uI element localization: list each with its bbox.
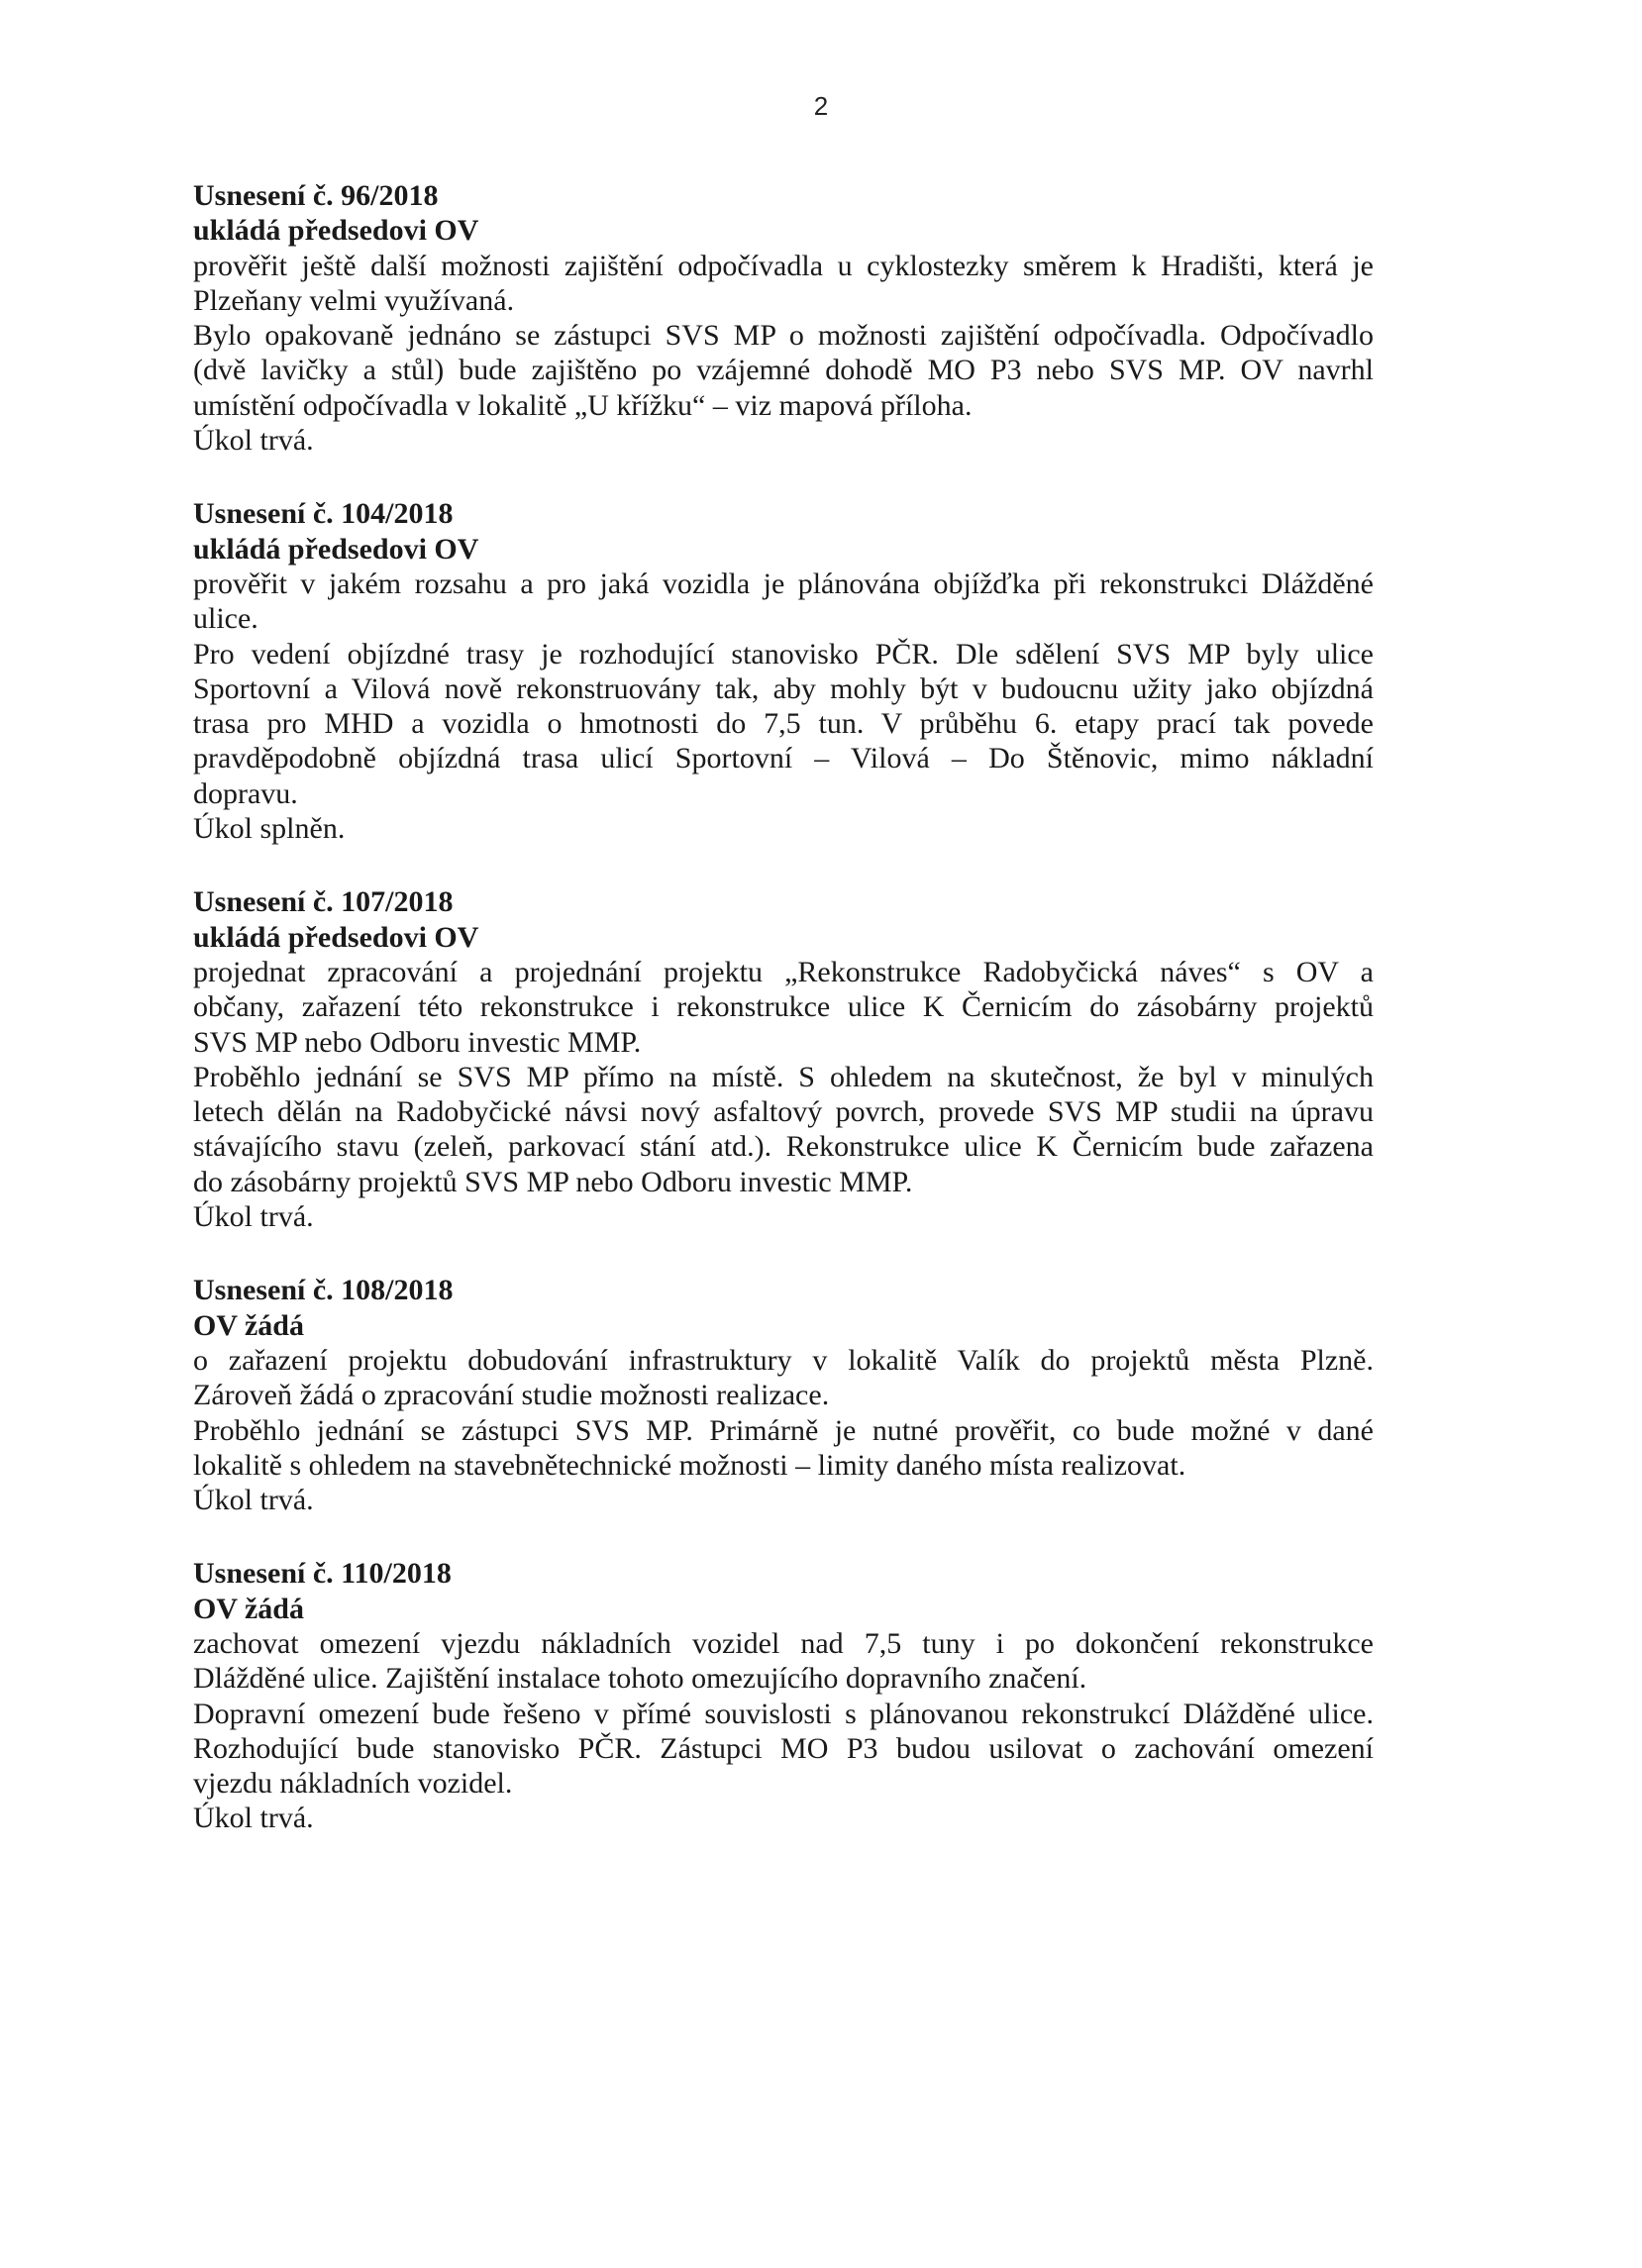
resolution-text-line: do zásobárny projektů SVS MP nebo Odboru investic MMP. [193, 1165, 913, 1198]
document-body [193, 178, 1374, 1875]
resolution-text-line: Proběhlo jednání se zástupci SVS MP. Primárně je nutné prověřit, co bude možné v dané [193, 1413, 1374, 1447]
resolution-block [193, 1556, 1374, 1835]
resolution-action: ukládá předsedovi OV [193, 214, 479, 248]
resolution-text-line: Proběhlo jednání se SVS MP přímo na místě. S ohledem na skutečnost, že byl v minulých [193, 1060, 1374, 1093]
resolution-text-line: Dopravní omezení bude řešeno v přímé souvislosti s plánovanou rekonstrukcí Dlážděné ulice. [193, 1697, 1374, 1730]
resolution-action: OV žádá [193, 1308, 304, 1342]
resolution-text-line: (dvě lavičky a stůl) bude zajištěno po vzájemné dohodě MO P3 nebo SVS MP. OV navrhl [193, 354, 1374, 387]
resolution-text-line: stávajícího stavu (zeleň, parkovací stání atd.). Rekonstrukce ulice K Černicím bude zařazena [193, 1130, 1374, 1164]
resolution-block [193, 178, 1374, 458]
resolution-text-line: Úkol trvá. [193, 1484, 314, 1517]
resolution-text-line: pravděpodobně objízdná trasa ulicí Sportovní – Vilová – Do Štěnovic, mimo nákladní [193, 742, 1374, 775]
resolution-text-line: Pro vedení objízdné trasy je rozhodující stanovisko PČR. Dle sdělení SVS MP byly ulice [193, 637, 1374, 670]
resolution-text-line: umístění odpočívadla v lokalitě „U křížku“ – viz mapová příloha. [193, 388, 973, 422]
resolution-text-line: občany, zařazení této rekonstrukce i rekonstrukce ulice K Černicím do zásobárny projektů [193, 990, 1374, 1024]
resolution-action: ukládá předsedovi OV [193, 532, 479, 566]
resolution-text-line: Sportovní a Vilová nově rekonstruovány tak, aby mohly být v budoucnu užity jako objízdná [193, 671, 1374, 705]
page-number: 2 [813, 91, 829, 121]
resolution-text-line: o zařazení projektu dobudování infrastruktury v lokalitě Valík do projektů města Plzně. [193, 1343, 1374, 1377]
resolution-text-line: ulice. [193, 602, 258, 636]
resolution-title: Usnesení č. 110/2018 [193, 1557, 452, 1591]
resolution-text-line: vjezdu nákladních vozidel. [193, 1767, 513, 1801]
resolution-text-line: Bylo opakovaně jednáno se zástupci SVS MP o možnosti zajištění odpočívadla. Odpočívadlo [193, 319, 1374, 353]
resolution-text-line: projednat zpracování a projednání projektu „Rekonstrukce Radobyčická náves“ s OV a [193, 955, 1374, 988]
resolution-title: Usnesení č. 108/2018 [193, 1274, 454, 1307]
resolution-title: Usnesení č. 104/2018 [193, 497, 454, 531]
resolution-text-line: prověřit v jakém rozsahu a pro jaká vozidla je plánována objížďka při rekonstrukci Dlážděné [193, 567, 1374, 600]
resolution-text-line: trasa pro MHD a vozidla o hmotnosti do 7,5 tun. V průběhu 6. etapy prací tak povede [193, 707, 1374, 741]
resolution-text-line: SVS MP nebo Odboru investic MMP. [193, 1025, 642, 1059]
resolution-title: Usnesení č. 96/2018 [193, 179, 439, 212]
resolution-action: ukládá předsedovi OV [193, 920, 479, 954]
resolution-text-line: Rozhodující bude stanovisko PČR. Zástupci MO P3 budou usilovat o zachování omezení [193, 1731, 1374, 1765]
resolution-text-line: lokalitě s ohledem na stavebnětechnické možnosti – limity daného místa realizovat. [193, 1448, 1186, 1482]
resolution-text-line: Úkol trvá. [193, 424, 314, 458]
resolution-text-line: zachovat omezení vjezdu nákladních vozidel nad 7,5 tuny i po dokončení rekonstrukce [193, 1626, 1374, 1660]
resolution-text-line: Úkol trvá. [193, 1802, 314, 1835]
resolution-text-line: letech dělán na Radobyčické návsi nový asfaltový povrch, provede SVS MP studii na úpravu [193, 1095, 1374, 1129]
resolution-text-line: Plzeňany velmi využívaná. [193, 283, 515, 317]
resolution-text-line: Dlážděné ulice. Zajištění instalace tohoto omezujícího dopravního značení. [193, 1662, 1087, 1696]
resolution-block [193, 1273, 1374, 1517]
resolution-title: Usnesení č. 107/2018 [193, 885, 454, 919]
resolution-block [193, 884, 1374, 1234]
resolution-action: OV žádá [193, 1592, 304, 1625]
resolution-text-line: prověřit ještě další možnosti zajištění odpočívadla u cyklostezky směrem k Hradišti, která je [193, 249, 1374, 282]
resolution-text-line: dopravu. [193, 776, 298, 810]
resolution-block [193, 496, 1374, 846]
resolution-text-line: Úkol splněn. [193, 812, 346, 846]
resolution-text-line: Úkol trvá. [193, 1200, 314, 1234]
resolution-text-line: Zároveň žádá o zpracování studie možnosti realizace. [193, 1379, 830, 1412]
